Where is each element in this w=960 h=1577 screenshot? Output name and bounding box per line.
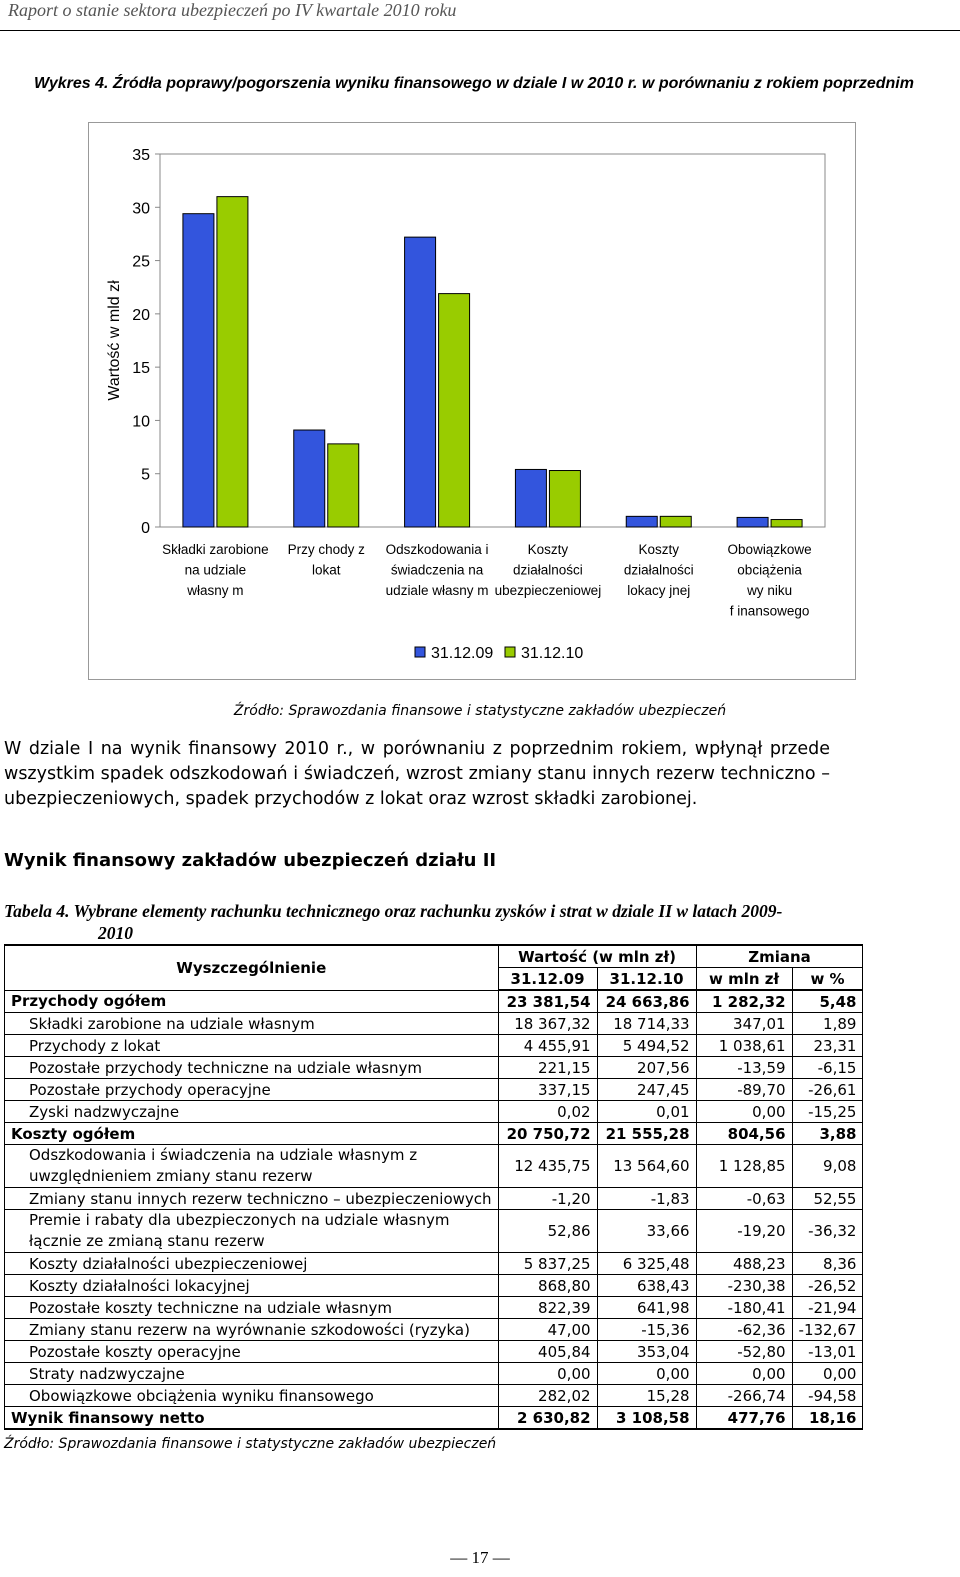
row-label: Pozostałe przychody techniczne na udziale własnym [5, 1057, 499, 1079]
legend-swatch [415, 647, 425, 657]
table-row [5, 1297, 863, 1319]
row-value: 1 038,61 [696, 1035, 792, 1057]
table-row [5, 1319, 863, 1341]
row-label: Straty nadzwyczajne [5, 1363, 499, 1385]
x-tick-label: działalności [513, 562, 583, 578]
row-value: 33,66 [597, 1210, 696, 1253]
row-value: 15,28 [597, 1385, 696, 1407]
y-tick-label: 15 [132, 360, 150, 378]
row-label: Obowiązkowe obciążenia wyniku finansowego [5, 1385, 499, 1407]
table-source: Źródło: Sprawozdania finansowe i statystyczne zakładów ubezpieczeń [4, 1436, 497, 1452]
row-label: Zmiany stanu innych rezerw techniczno – ubezpieczeniowych [5, 1188, 499, 1210]
table-row [5, 1363, 863, 1385]
row-label: Wynik finansowy netto [5, 1407, 499, 1430]
row-label: Koszty działalności ubezpieczeniowej [5, 1253, 499, 1275]
row-value: 282,02 [498, 1385, 597, 1407]
y-tick-label: 30 [132, 200, 150, 218]
row-value: 3,88 [792, 1123, 863, 1145]
y-tick-label: 35 [132, 147, 150, 164]
row-label: Przychody z lokat [5, 1035, 499, 1057]
row-value: -230,38 [696, 1275, 792, 1297]
row-value: -89,70 [696, 1079, 792, 1101]
results-table [4, 944, 863, 1430]
x-tick-label: Koszty [638, 542, 680, 557]
x-tick-label: działalności [623, 562, 694, 578]
row-value: 0,00 [597, 1363, 696, 1385]
bar [294, 430, 325, 527]
row-value: 47,00 [498, 1319, 597, 1341]
row-value: -94,58 [792, 1385, 863, 1407]
row-value: 347,01 [696, 1013, 792, 1035]
table-row [5, 1210, 863, 1253]
table-row [5, 1341, 863, 1363]
plot-area [160, 154, 825, 527]
row-value: 18,16 [792, 1407, 863, 1430]
section-heading: Wynik finansowy zakładów ubezpieczeń działu II [4, 850, 497, 871]
x-tick-label: świadczenia na [390, 562, 484, 578]
row-value: 0,02 [498, 1101, 597, 1123]
row-value: -132,67 [792, 1319, 863, 1341]
row-value: -6,15 [792, 1057, 863, 1079]
row-value: 804,56 [696, 1123, 792, 1145]
bar [549, 471, 580, 527]
legend-label: 31.12.09 [431, 645, 494, 662]
row-value: 2 630,82 [498, 1407, 597, 1430]
row-value: 52,55 [792, 1188, 863, 1210]
row-label: Składki zarobione na udziale własnym [5, 1013, 499, 1035]
row-value: 8,36 [792, 1253, 863, 1275]
chart-frame [88, 122, 856, 680]
header-col-change-mln: w mln zł [696, 968, 792, 991]
row-value: 21 555,28 [597, 1123, 696, 1145]
row-value: 3 108,58 [597, 1407, 696, 1430]
row-value: -52,80 [696, 1341, 792, 1363]
table-row [5, 1079, 863, 1101]
row-value: 337,15 [498, 1079, 597, 1101]
row-value: 868,80 [498, 1275, 597, 1297]
bar [626, 516, 657, 527]
row-label: Koszty działalności lokacyjnej [5, 1275, 499, 1297]
row-value: 477,76 [696, 1407, 792, 1430]
row-value: 12 435,75 [498, 1145, 597, 1188]
row-value: -266,74 [696, 1385, 792, 1407]
row-value: 405,84 [498, 1341, 597, 1363]
header-col-change-pct: w % [792, 968, 863, 991]
row-value: -1,20 [498, 1188, 597, 1210]
row-value: 1,89 [792, 1013, 863, 1035]
row-value: -15,36 [597, 1319, 696, 1341]
row-value: 822,39 [498, 1297, 597, 1319]
row-value: -26,52 [792, 1275, 863, 1297]
row-value: 23 381,54 [498, 990, 597, 1013]
row-value: 6 325,48 [597, 1253, 696, 1275]
table-row [5, 1013, 863, 1035]
x-tick-label: na udziale [184, 562, 247, 578]
header-change-group: Zmiana [696, 945, 863, 968]
x-tick-label: udziale własny m [385, 583, 489, 598]
row-value: 5,48 [792, 990, 863, 1013]
row-value: 9,08 [792, 1145, 863, 1188]
row-value: 52,86 [498, 1210, 597, 1253]
x-tick-label: lokacy jnej [627, 583, 691, 598]
row-value: 353,04 [597, 1341, 696, 1363]
row-value: -0,63 [696, 1188, 792, 1210]
x-tick-label: własny m [187, 583, 244, 598]
y-tick-label: 25 [132, 253, 150, 271]
table-row [5, 990, 863, 1013]
bar [183, 214, 214, 527]
table-row [5, 1407, 863, 1430]
row-label: Odszkodowania i świadczenia na udziale własnym z uwzględnieniem zmiany stanu rezerw [5, 1145, 499, 1188]
bar [439, 294, 470, 527]
x-tick-label: Odszkodowania i [385, 542, 489, 557]
running-header: Raport o stanie sektora ubezpieczeń po IV kwartale 2010 roku [8, 0, 457, 20]
row-value: -62,36 [696, 1319, 792, 1341]
row-value: -1,83 [597, 1188, 696, 1210]
row-value: 0,00 [498, 1363, 597, 1385]
bar [771, 520, 802, 527]
row-value: -36,32 [792, 1210, 863, 1253]
table-row [5, 1253, 863, 1275]
table-row [5, 1188, 863, 1210]
row-value: 5 494,52 [597, 1035, 696, 1057]
row-value: 20 750,72 [498, 1123, 597, 1145]
row-value: -15,25 [792, 1101, 863, 1123]
legend-swatch [505, 647, 515, 657]
y-tick-label: 10 [132, 413, 150, 431]
row-label: Pozostałe przychody operacyjne [5, 1079, 499, 1101]
x-tick-label: Obowiązkowe [727, 542, 812, 557]
bar-chart [89, 123, 855, 679]
row-value: 247,45 [597, 1079, 696, 1101]
table-row [5, 1123, 863, 1145]
row-value: 1 282,32 [696, 990, 792, 1013]
row-value: -180,41 [696, 1297, 792, 1319]
row-value: 0,00 [696, 1363, 792, 1385]
row-value: 18 367,32 [498, 1013, 597, 1035]
y-tick-label: 5 [141, 466, 150, 484]
x-tick-label: Przy chody z [287, 542, 365, 557]
table-row [5, 1145, 863, 1188]
row-value: 0,01 [597, 1101, 696, 1123]
row-value: 5 837,25 [498, 1253, 597, 1275]
row-value: 641,98 [597, 1297, 696, 1319]
table-row [5, 1101, 863, 1123]
row-value: 221,15 [498, 1057, 597, 1079]
x-tick-label: f inansowego [729, 603, 810, 619]
table-caption [4, 900, 924, 944]
row-label: Pozostałe koszty operacyjne [5, 1341, 499, 1363]
bar [515, 469, 546, 527]
body-paragraph: W dziale I na wynik finansowy 2010 r., w porównaniu z poprzednim rokiem, wpłynął przede wszystkim spadek odszkodowań i świadczeń, wzrost zmiany stanu innych rezerw techniczno – ubezpieczeniowych, spadek przychodów z lokat oraz wzrost składki zarobionej. [4, 739, 830, 809]
x-tick-label: Koszty [527, 542, 569, 557]
bar [405, 237, 436, 527]
row-value: 638,43 [597, 1275, 696, 1297]
row-value: -13,59 [696, 1057, 792, 1079]
chart-source: Źródło: Sprawozdania finansowe i statystyczne zakładów ubezpieczeń [233, 703, 727, 719]
row-value: 24 663,86 [597, 990, 696, 1013]
row-value: -19,20 [696, 1210, 792, 1253]
table-row [5, 1275, 863, 1297]
header-col-2010: 31.12.10 [597, 968, 696, 991]
row-value: -21,94 [792, 1297, 863, 1319]
header-item: Wyszczególnienie [5, 945, 499, 990]
y-tick-label: 0 [141, 520, 150, 537]
row-label: Przychody ogółem [5, 990, 499, 1013]
row-value: -26,61 [792, 1079, 863, 1101]
x-tick-label: lokat [311, 562, 341, 578]
bar [660, 516, 691, 527]
table-row [5, 1035, 863, 1057]
table-caption-line1: Tabela 4. Wybrane elementy rachunku technicznego oraz rachunku zysków i strat w dziale II w latach 2009- [4, 901, 783, 921]
row-label: Koszty ogółem [5, 1123, 499, 1145]
bar [737, 517, 768, 527]
x-tick-label: obciążenia [737, 562, 802, 578]
row-value: 1 128,85 [696, 1145, 792, 1188]
row-label: Zyski nadzwyczajne [5, 1101, 499, 1123]
chart-title: Wykres 4. Źródła poprawy/pogorszenia wyniku finansowego w dziale I w 2010 r. w porównaniu z rokiem poprzednim [34, 75, 914, 92]
x-tick-label: Składki zarobione [162, 542, 269, 557]
table-caption-line2: 2010 [98, 923, 133, 943]
header-rule [0, 30, 960, 31]
row-value: 0,00 [792, 1363, 863, 1385]
row-value: -13,01 [792, 1341, 863, 1363]
y-axis-label: Wartość w mld zł [106, 280, 123, 401]
bar [217, 197, 248, 527]
x-tick-label: ubezpieczeniowej [494, 583, 602, 598]
y-tick-label: 20 [132, 306, 150, 324]
row-value: 207,56 [597, 1057, 696, 1079]
row-label: Zmiany stanu rezerw na wyrównanie szkodowości (ryzyka) [5, 1319, 499, 1341]
table-row [5, 1057, 863, 1079]
header-value-group: Wartość (w mln zł) [498, 945, 696, 968]
row-value: 13 564,60 [597, 1145, 696, 1188]
row-value: 0,00 [696, 1101, 792, 1123]
row-label: Pozostałe koszty techniczne na udziale własnym [5, 1297, 499, 1319]
x-tick-label: wy niku [747, 583, 793, 598]
legend-label: 31.12.10 [521, 645, 584, 662]
bar [328, 444, 359, 527]
row-value: 23,31 [792, 1035, 863, 1057]
table-row [5, 1385, 863, 1407]
row-value: 4 455,91 [498, 1035, 597, 1057]
header-col-2009: 31.12.09 [498, 968, 597, 991]
row-value: 488,23 [696, 1253, 792, 1275]
page-number: — 17 — [450, 1548, 510, 1567]
row-label: Premie i rabaty dla ubezpieczonych na udziale własnym łącznie ze zmianą stanu rezerw [5, 1210, 499, 1253]
row-value: 18 714,33 [597, 1013, 696, 1035]
